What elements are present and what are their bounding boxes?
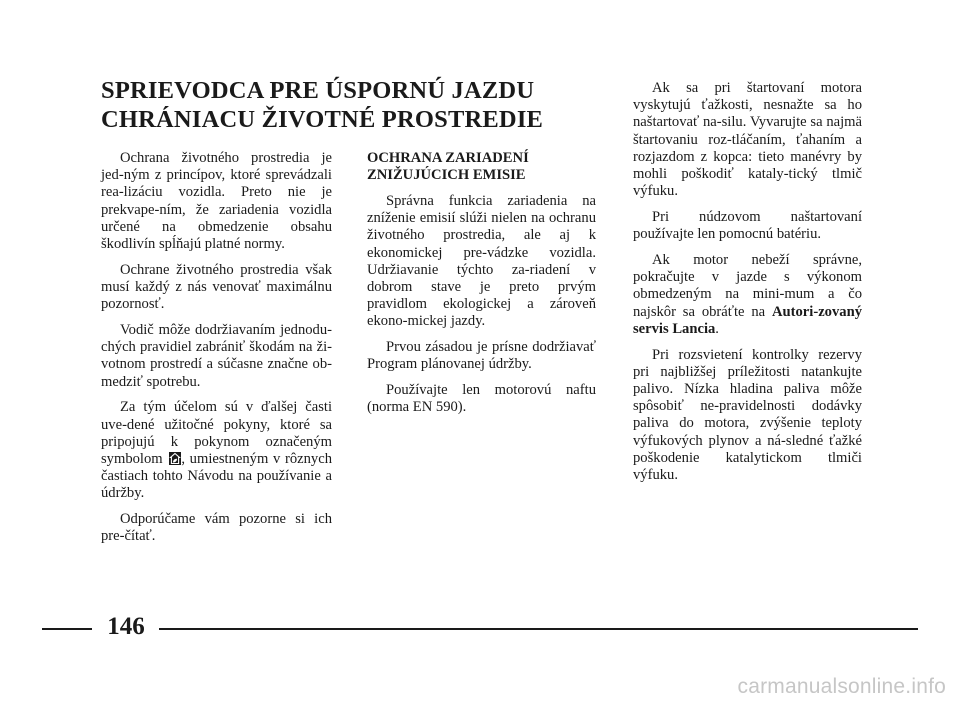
- watermark: carmanualsonline.info: [737, 675, 946, 698]
- paragraph-with-emphasis: [633, 252, 862, 338]
- page-title: [101, 76, 543, 134]
- page-title-line-1: SPRIEVODCA PRE ÚSPORNÚ JAZDU: [101, 77, 535, 104]
- paragraph-text: .: [715, 320, 719, 337]
- paragraph-text: , umiestneným v rôznych častiach tohto Návodu na používanie a údržby.: [101, 451, 332, 502]
- section-heading: [367, 150, 596, 184]
- paragraph: Pri rozsvietení kontrolky rezervy pri najbližšej príležitosti natankujte palivo. Nízka hladina paliva môže spôsobiť ne-pravidelnosti dodávky paliva do motora, zvýšenie teploty výfukových plynov a ná-sledné ťažké poškodenie katalytickom tlmiči výfuku.: [633, 346, 862, 484]
- paragraph-text: Ak motor nebeží správne, pokračujte v jazde s výkonom obmedzeným na mini-mum a čo najskôr sa obráťte na: [633, 252, 862, 320]
- paragraph: Pri núdzovom naštartovaní používajte len pomocnú batériu.: [633, 209, 862, 243]
- footer-rule-left: [42, 628, 92, 630]
- paragraph: Správna funkcia zariadenia na zníženie emisií slúži nielen na ochranu životného prostredia, ale aj k ekonomickej pre-vádzke vozidla. Udržiavanie týchto za-riadení v dobrom stave je preto prvým pravidlom ekologickej a zároveň ekono-mickej jazdy.: [367, 193, 596, 330]
- section-heading-line-2: ZNIŽUJÚCICH EMISIE: [367, 167, 526, 184]
- paragraph-with-symbol: [101, 399, 332, 502]
- eco-house-icon: [169, 452, 181, 465]
- text-column-2: [367, 150, 596, 425]
- paragraph: Prvou zásadou je prísne dodržiavať Program plánovanej údržby.: [367, 339, 596, 373]
- text-column-3: [633, 80, 862, 493]
- paragraph: Ochrana životného prostredia je jed-ným z princípov, ktoré sprevádzali rea-lizáciu vozidla. Preto nie je prekvape-ním, že zariadenia vozidla určené na obmedzenie obsahu škodlivín spĺňajú platné normy.: [101, 150, 332, 253]
- paragraph: Používajte len motorovú naftu (norma EN 590).: [367, 382, 596, 416]
- page-number: 146: [107, 613, 145, 640]
- page-title-line-2: CHRÁNIACU ŽIVOTNÉ PROSTREDIE: [101, 106, 544, 133]
- paragraph: Vodič môže dodržiavaním jednodu-chých pravidiel zabrániť škodám na ži-votnom prostredí a súčasne značne ob-medziť spotrebu.: [101, 322, 332, 390]
- paragraph: Ochrane životného prostredia však musí každý z nás venovať maximálnu pozornosť.: [101, 261, 332, 313]
- section-heading-line-1: OCHRANA ZARIADENÍ: [367, 150, 529, 166]
- text-column-1: [101, 150, 332, 554]
- paragraph-text: Za tým účelom sú v ďalšej časti uve-dené užitočné pokyny, ktoré sa pripojujú k pokynom označeným symbolom: [101, 399, 332, 468]
- footer-rule-right: [159, 628, 918, 630]
- paragraph: Odporúčame vám pozorne si ich pre-čítať.: [101, 511, 332, 545]
- service-name-emphasis: Autori-zovaný servis Lancia: [633, 303, 862, 337]
- paragraph: Ak sa pri štartovaní motora vyskytujú ťažkosti, nesnažte sa ho naštartovať na-silu. Vyvarujte sa najmä štartovaniu roz-tláčaním, ťahaním a rozjazdom z kopca: tieto manévry by mohli poškodiť kataly-tický tlmič výfuku.: [633, 80, 862, 200]
